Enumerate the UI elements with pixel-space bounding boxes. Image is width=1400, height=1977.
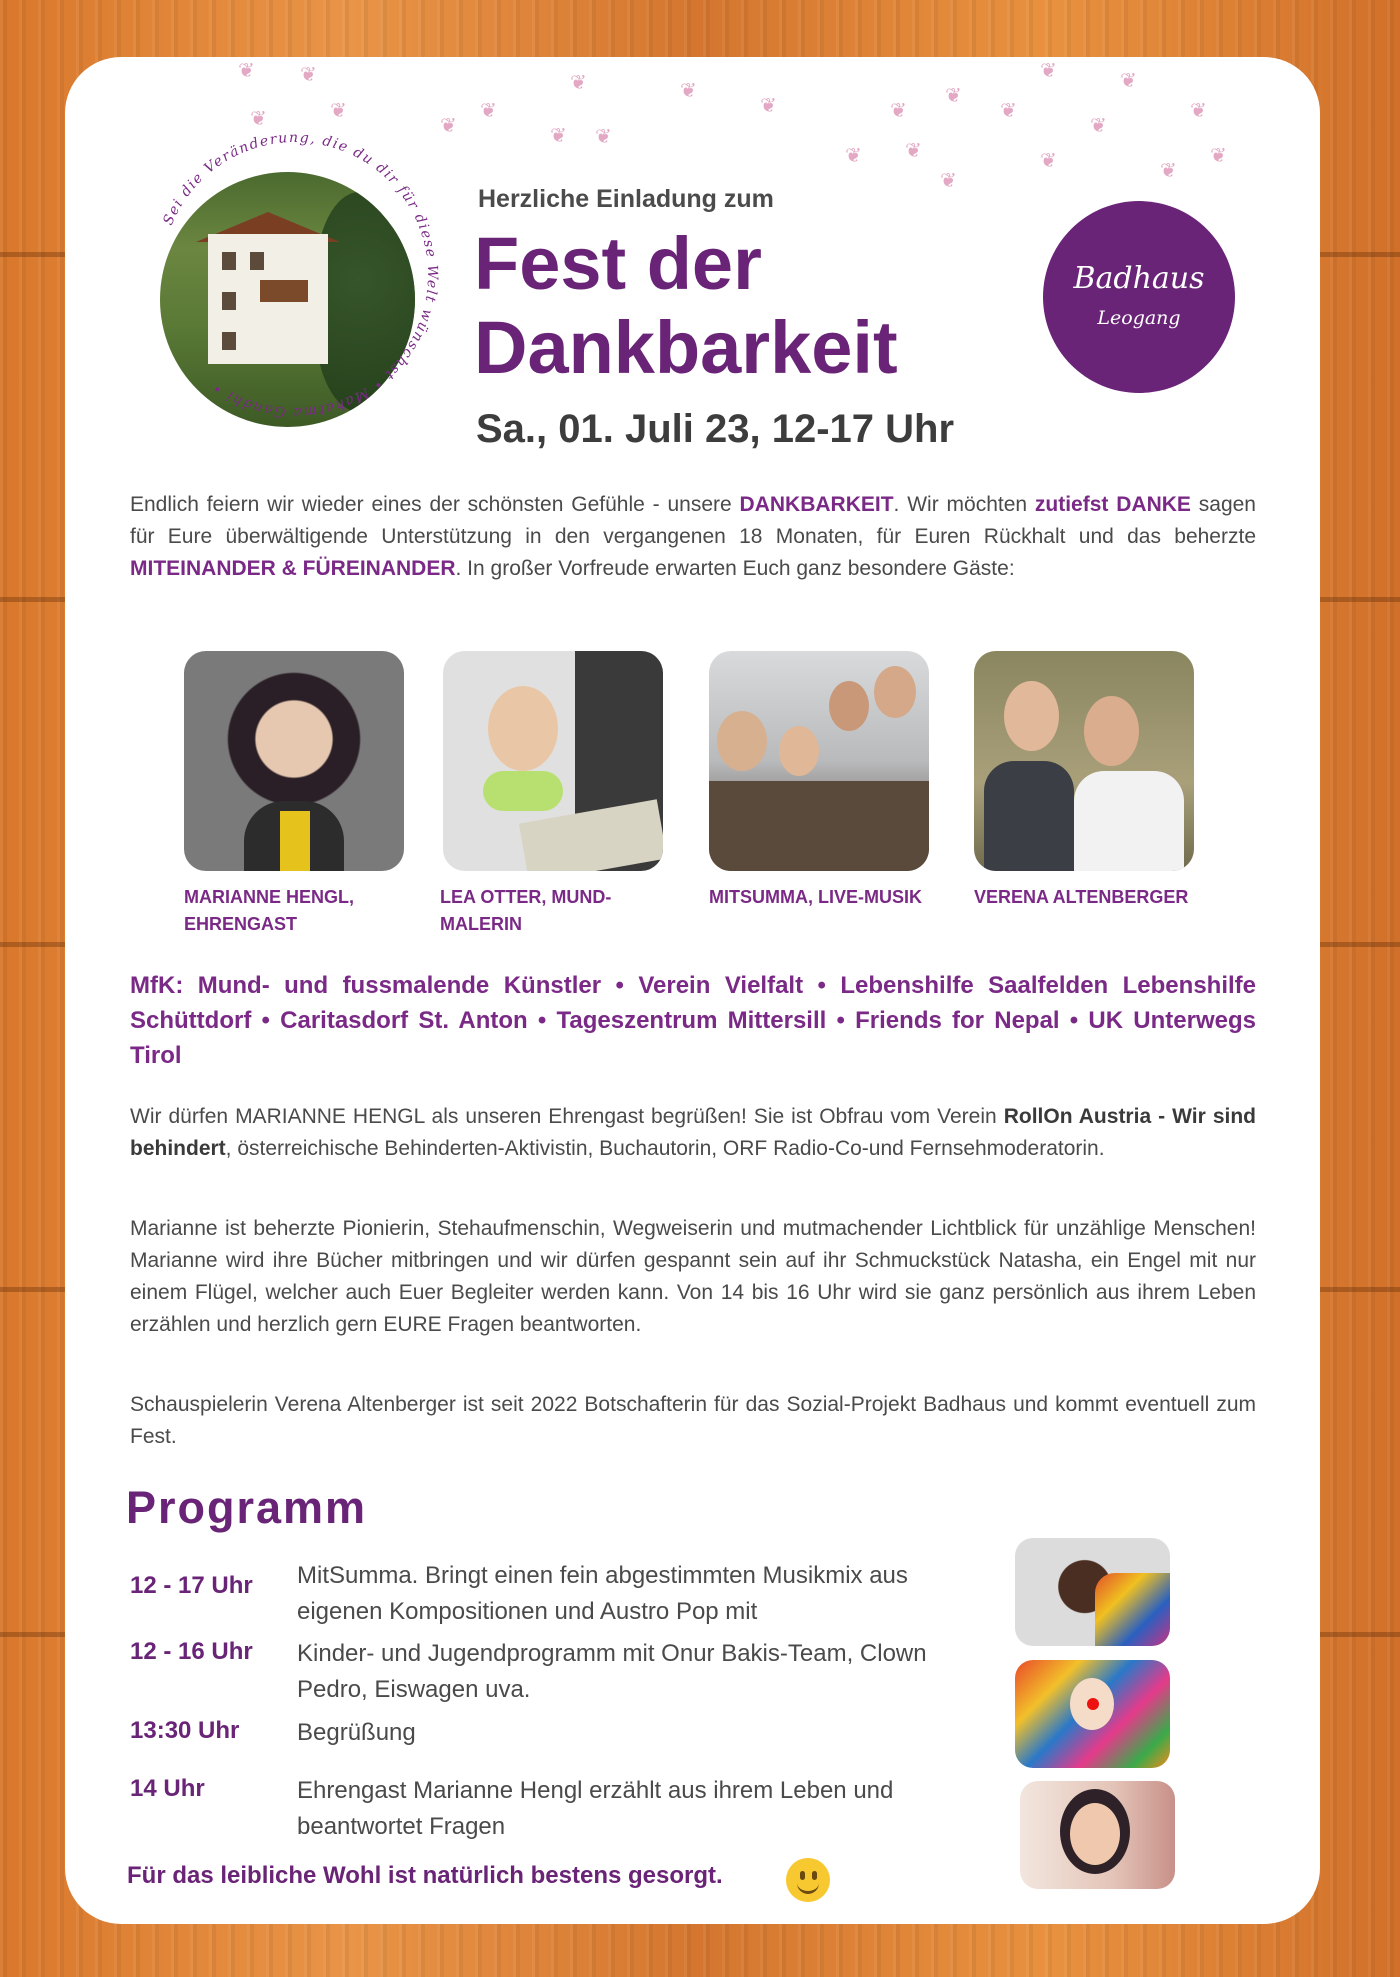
butterfly-icon: ❦ <box>550 123 567 147</box>
program-photo-marianne <box>1020 1781 1175 1889</box>
guest-photo-lea <box>443 651 663 871</box>
butterfly-icon: ❦ <box>300 62 317 86</box>
program-description: MitSumma. Bringt einen fein abgestimmten Musikmix aus eigenen Kompositionen und Austro Pop mit <box>297 1562 908 1625</box>
butterfly-icon: ❦ <box>1040 148 1057 172</box>
title-line-2: Dankbarkeit <box>474 306 898 389</box>
guest-photo-verena <box>974 651 1194 871</box>
text-span: sagen für Eure überwältigende Unterstützung in den vergangenen 18 Monaten, für Euren Rückhalt und das beherzte <box>130 493 1256 548</box>
butterfly-icon: ❦ <box>905 138 922 162</box>
text-span: . In großer Vorfreude erwarten Euch ganz besondere Gäste: <box>455 557 1015 580</box>
guest-name-marianne: MARIANNE HENGL, EHRENGAST <box>184 887 354 934</box>
butterfly-icon: ❦ <box>330 98 347 122</box>
badhaus-logo <box>1043 201 1235 393</box>
butterfly-icon: ❦ <box>1000 98 1017 122</box>
butterfly-icon: ❦ <box>945 83 962 107</box>
program-photo-clown <box>1015 1660 1170 1768</box>
partner-list: MfK: Mund- und fussmalende Künstler • Verein Vielfalt • Lebenshilfe Saalfelden Lebenshilfe Schüttdorf • Caritasdorf St. Anton • Tageszentrum Mittersill • Friends for Nepal • UK Unterwegs Tirol <box>130 972 1256 1069</box>
badge-title: Badhaus <box>1073 261 1205 296</box>
ring-text: Sei die Veränderung, die du dir für diese Welt wünschst • Mahatma Gandhi • <box>160 130 440 420</box>
butterfly-icon: ❦ <box>480 98 497 122</box>
program-time: 12 - 17 Uhr <box>130 1572 253 1599</box>
smiley-icon <box>786 1858 830 1902</box>
butterfly-icon: ❦ <box>760 93 777 117</box>
marianne-paragraph: Marianne ist beherzte Pionierin, Stehaufmenschin, Wegweiserin und mutmachender Lichtblick für unzählige Menschen! Marianne wird ihre Bücher mitbringen und wir dürfen gespannt sein auf ihr Schmuckstück Natasha, ein Engel mit nur einem Flügel, welcher auch Euer Begleiter werden kann. Von 14 bis 16 Uhr wird sie ganz persönlich aus ihrem Leben erzählen und herzlich gern EURE Fragen beantworten. <box>130 1217 1256 1336</box>
butterfly-icon: ❦ <box>1190 98 1207 122</box>
butterfly-icon: ❦ <box>570 70 587 94</box>
intro-paragraph <box>130 489 1256 585</box>
highlight-danke: zutiefst DANKE <box>1034 493 1191 516</box>
program-description: Kinder- und Jugendprogramm mit Onur Bakis-Team, Clown Pedro, Eiswagen uva. <box>297 1640 927 1703</box>
butterfly-icon: ❦ <box>1120 68 1137 92</box>
highlight-dankbarkeit: DANKBARKEIT <box>739 493 894 516</box>
butterfly-icon: ❦ <box>250 106 267 130</box>
butterfly-icon: ❦ <box>845 143 862 167</box>
guest-name-lea: LEA OTTER, MUND-MALERIN <box>440 887 612 934</box>
program-time: 12 - 16 Uhr <box>130 1638 253 1665</box>
butterfly-icon: ❦ <box>890 98 907 122</box>
program-time: 13:30 Uhr <box>130 1717 240 1744</box>
verena-paragraph: Schauspielerin Verena Altenberger ist seit 2022 Botschafterin für das Sozial-Projekt Badhaus und kommt eventuell zum Fest. <box>130 1393 1256 1448</box>
butterfly-icon: ❦ <box>1210 143 1227 167</box>
guest-photo-marianne <box>184 651 404 871</box>
guest-name-mitsumma: MITSUMMA, LIVE-MUSIK <box>709 887 922 907</box>
program-time: 14 Uhr <box>130 1775 205 1802</box>
butterfly-icon: ❦ <box>440 113 457 137</box>
event-date: Sa., 01. Juli 23, 12-17 Uhr <box>476 407 955 451</box>
catering-note: Für das leibliche Wohl ist natürlich bestens gesorgt. <box>127 1862 723 1889</box>
program-description: Begrüßung <box>297 1719 416 1746</box>
title-line-1: Fest der <box>474 222 762 305</box>
rollon-austria-name: RollOn Austria - Wir sind behindert <box>130 1105 1256 1160</box>
program-description: Ehrengast Marianne Hengl erzählt aus ihrem Leben und beantwortet Fragen <box>297 1777 894 1840</box>
text-span: Wir dürfen MARIANNE HENGL als unseren Ehrengast begrüßen! Sie ist Obfrau vom Verein <box>130 1105 1004 1128</box>
program-heading: Programm <box>126 1482 368 1533</box>
butterfly-icon: ❦ <box>680 78 697 102</box>
highlight-miteinander: MITEINANDER & FÜREINANDER <box>130 557 456 580</box>
invitation-intro: Herzliche Einladung zum <box>478 185 774 213</box>
butterfly-icon: ❦ <box>1040 58 1057 82</box>
text-span: . Wir möchten <box>893 493 1035 516</box>
butterfly-icon: ❦ <box>1090 113 1107 137</box>
gandhi-quote-ring <box>150 130 440 420</box>
text-span: Endlich feiern wir wieder eines der schönsten Gefühle - unsere <box>130 493 740 516</box>
honor-guest-paragraph <box>130 1101 1256 1165</box>
text-span: , österreichische Behinderten-Aktivistin, Buchautorin, ORF Radio-Co-und Fernsehmoderatorin. <box>225 1137 1105 1160</box>
butterfly-icon: ❦ <box>940 168 957 192</box>
guest-name-verena: VERENA ALTENBERGER <box>974 887 1189 907</box>
butterfly-icon: ❦ <box>595 124 612 148</box>
svg-text:Sei die Veränderung, die du di <box>160 130 440 420</box>
guest-photo-mitsumma <box>709 651 929 871</box>
butterfly-icon: ❦ <box>238 58 255 82</box>
butterfly-icon: ❦ <box>1160 158 1177 182</box>
program-photo-musician <box>1015 1538 1170 1646</box>
badge-subtitle: Leogang <box>1097 307 1181 329</box>
page-title <box>474 222 898 390</box>
